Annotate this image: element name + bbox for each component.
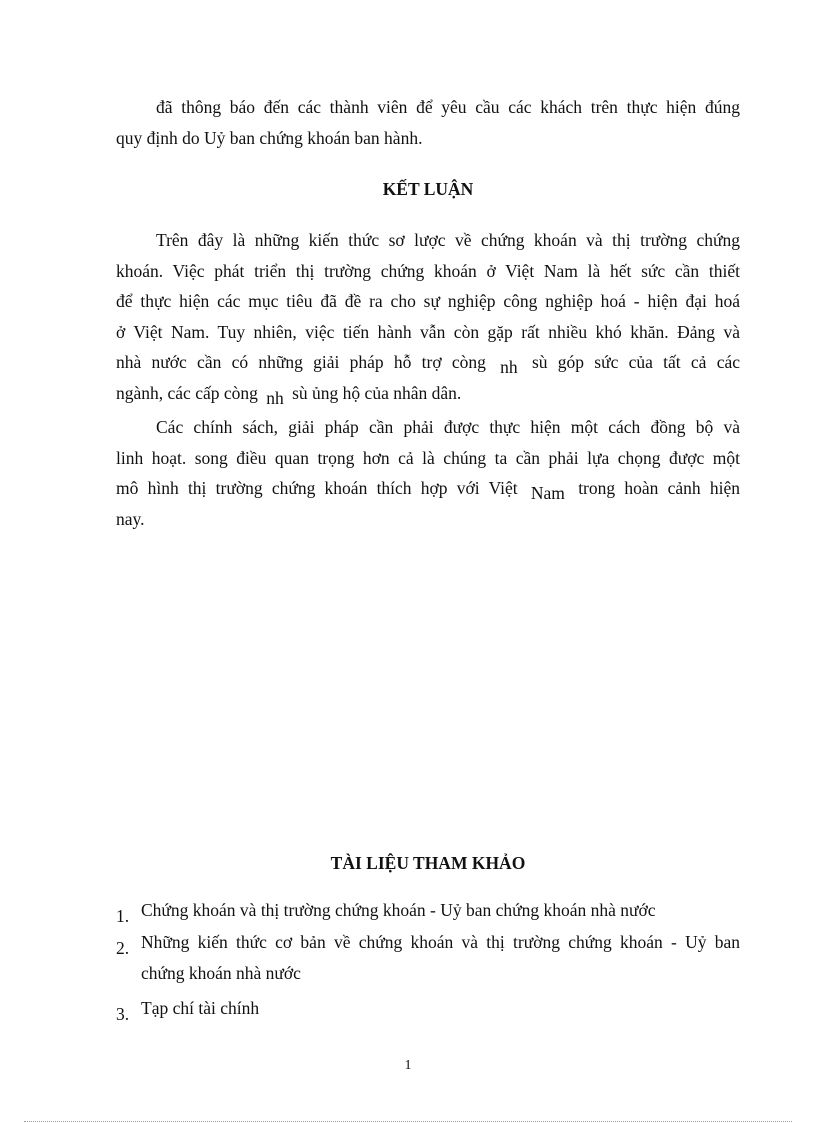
intro-line-1: đã thông báo đến các thành viên để yêu cầu các khách trên thực hiện đúng [156,97,740,117]
reference-text-2-line-1: Những kiến thức cơ bản về chứng khoán và thị trường chứng khoán - Uỷ ban [141,932,740,952]
reference-text-2-line-2: chứng khoán nhà nước [141,962,301,983]
conclusion-p2-line-1: Các chính sách, giải pháp cần phải được thực hiện một cách đồng bộ và [156,417,740,437]
conclusion-p1-line-4: ở Việt Nam. Tuy nhiên, việc tiến hành vẫn còn gặp rất nhiều khó khăn. Đảng và [116,321,740,342]
conclusion-p1-line-6-sub: nh [266,387,284,408]
references-heading: TÀI LIỆU THAM KHẢO [330,853,526,873]
reference-item-3 [116,993,740,1024]
conclusion-p1-line-3: để thực hiện các mục tiêu đã đề ra cho sự nghiệp công nghiệp hoá - hiện đại hoá [116,291,740,311]
footer-divider [24,1121,792,1122]
conclusion-p1-line-2: khoán. Việc phát triển thị trường chứng khoán ở Việt Nam là hết sức cần thiết [116,260,740,281]
conclusion-p1-line-6-b: sù ủng hộ của nhân dân. [292,382,462,403]
conclusion-p2-line-2: linh hoạt. song điều quan trọng hơn cả là chúng ta cần phải lựa chọng được một [116,447,740,468]
conclusion-p1-line-6 [116,378,740,409]
reference-text-1: Chứng khoán và thị trường chứng khoán - Uỷ ban chứng khoán nhà nước [141,900,656,920]
conclusion-p2-line-3-a: mô hình thị trường chứng khoán thích hợp với Việt [116,478,518,498]
conclusion-p2-line-3-b: trong hoàn cảnh hiện [578,478,741,498]
intro-paragraph [116,92,740,153]
reference-number-2: 2. [116,938,130,958]
conclusion-p1-line-5-sub: nh [500,357,518,377]
conclusion-p1-line-1: Trên đây là những kiến thức sơ lược về chứng khoán và thị trường chứng [156,230,740,250]
reference-text-3: Tạp chí tài chính [141,998,260,1018]
conclusion-p1-line-5-a: nhà nước cần có những giải pháp hỗ trợ còng [116,352,486,372]
conclusion-p2-line-3 [116,473,740,504]
conclusion-heading: KẾT LUẬN [382,179,474,199]
conclusion-p2-line-3-sub: Nam [530,483,565,503]
reference-number-3: 3. [116,1004,130,1024]
reference-item-1 [116,895,740,926]
conclusion-p1-line-5-b: sù góp sức của tất cả các [531,352,741,372]
conclusion-paragraph-1 [116,225,740,408]
conclusion-p1-line-6-a: ngành, các cấp còng [116,382,258,403]
conclusion-paragraph-2 [116,412,740,534]
reference-item-2 [116,927,740,988]
page-number: 1 [404,1058,412,1073]
conclusion-p2-line-4: nay. [116,508,145,529]
intro-line-2: quy định do Uỷ ban chứng khoán ban hành. [116,127,423,148]
conclusion-p1-line-5 [116,347,740,378]
reference-number-1: 1. [116,906,130,926]
